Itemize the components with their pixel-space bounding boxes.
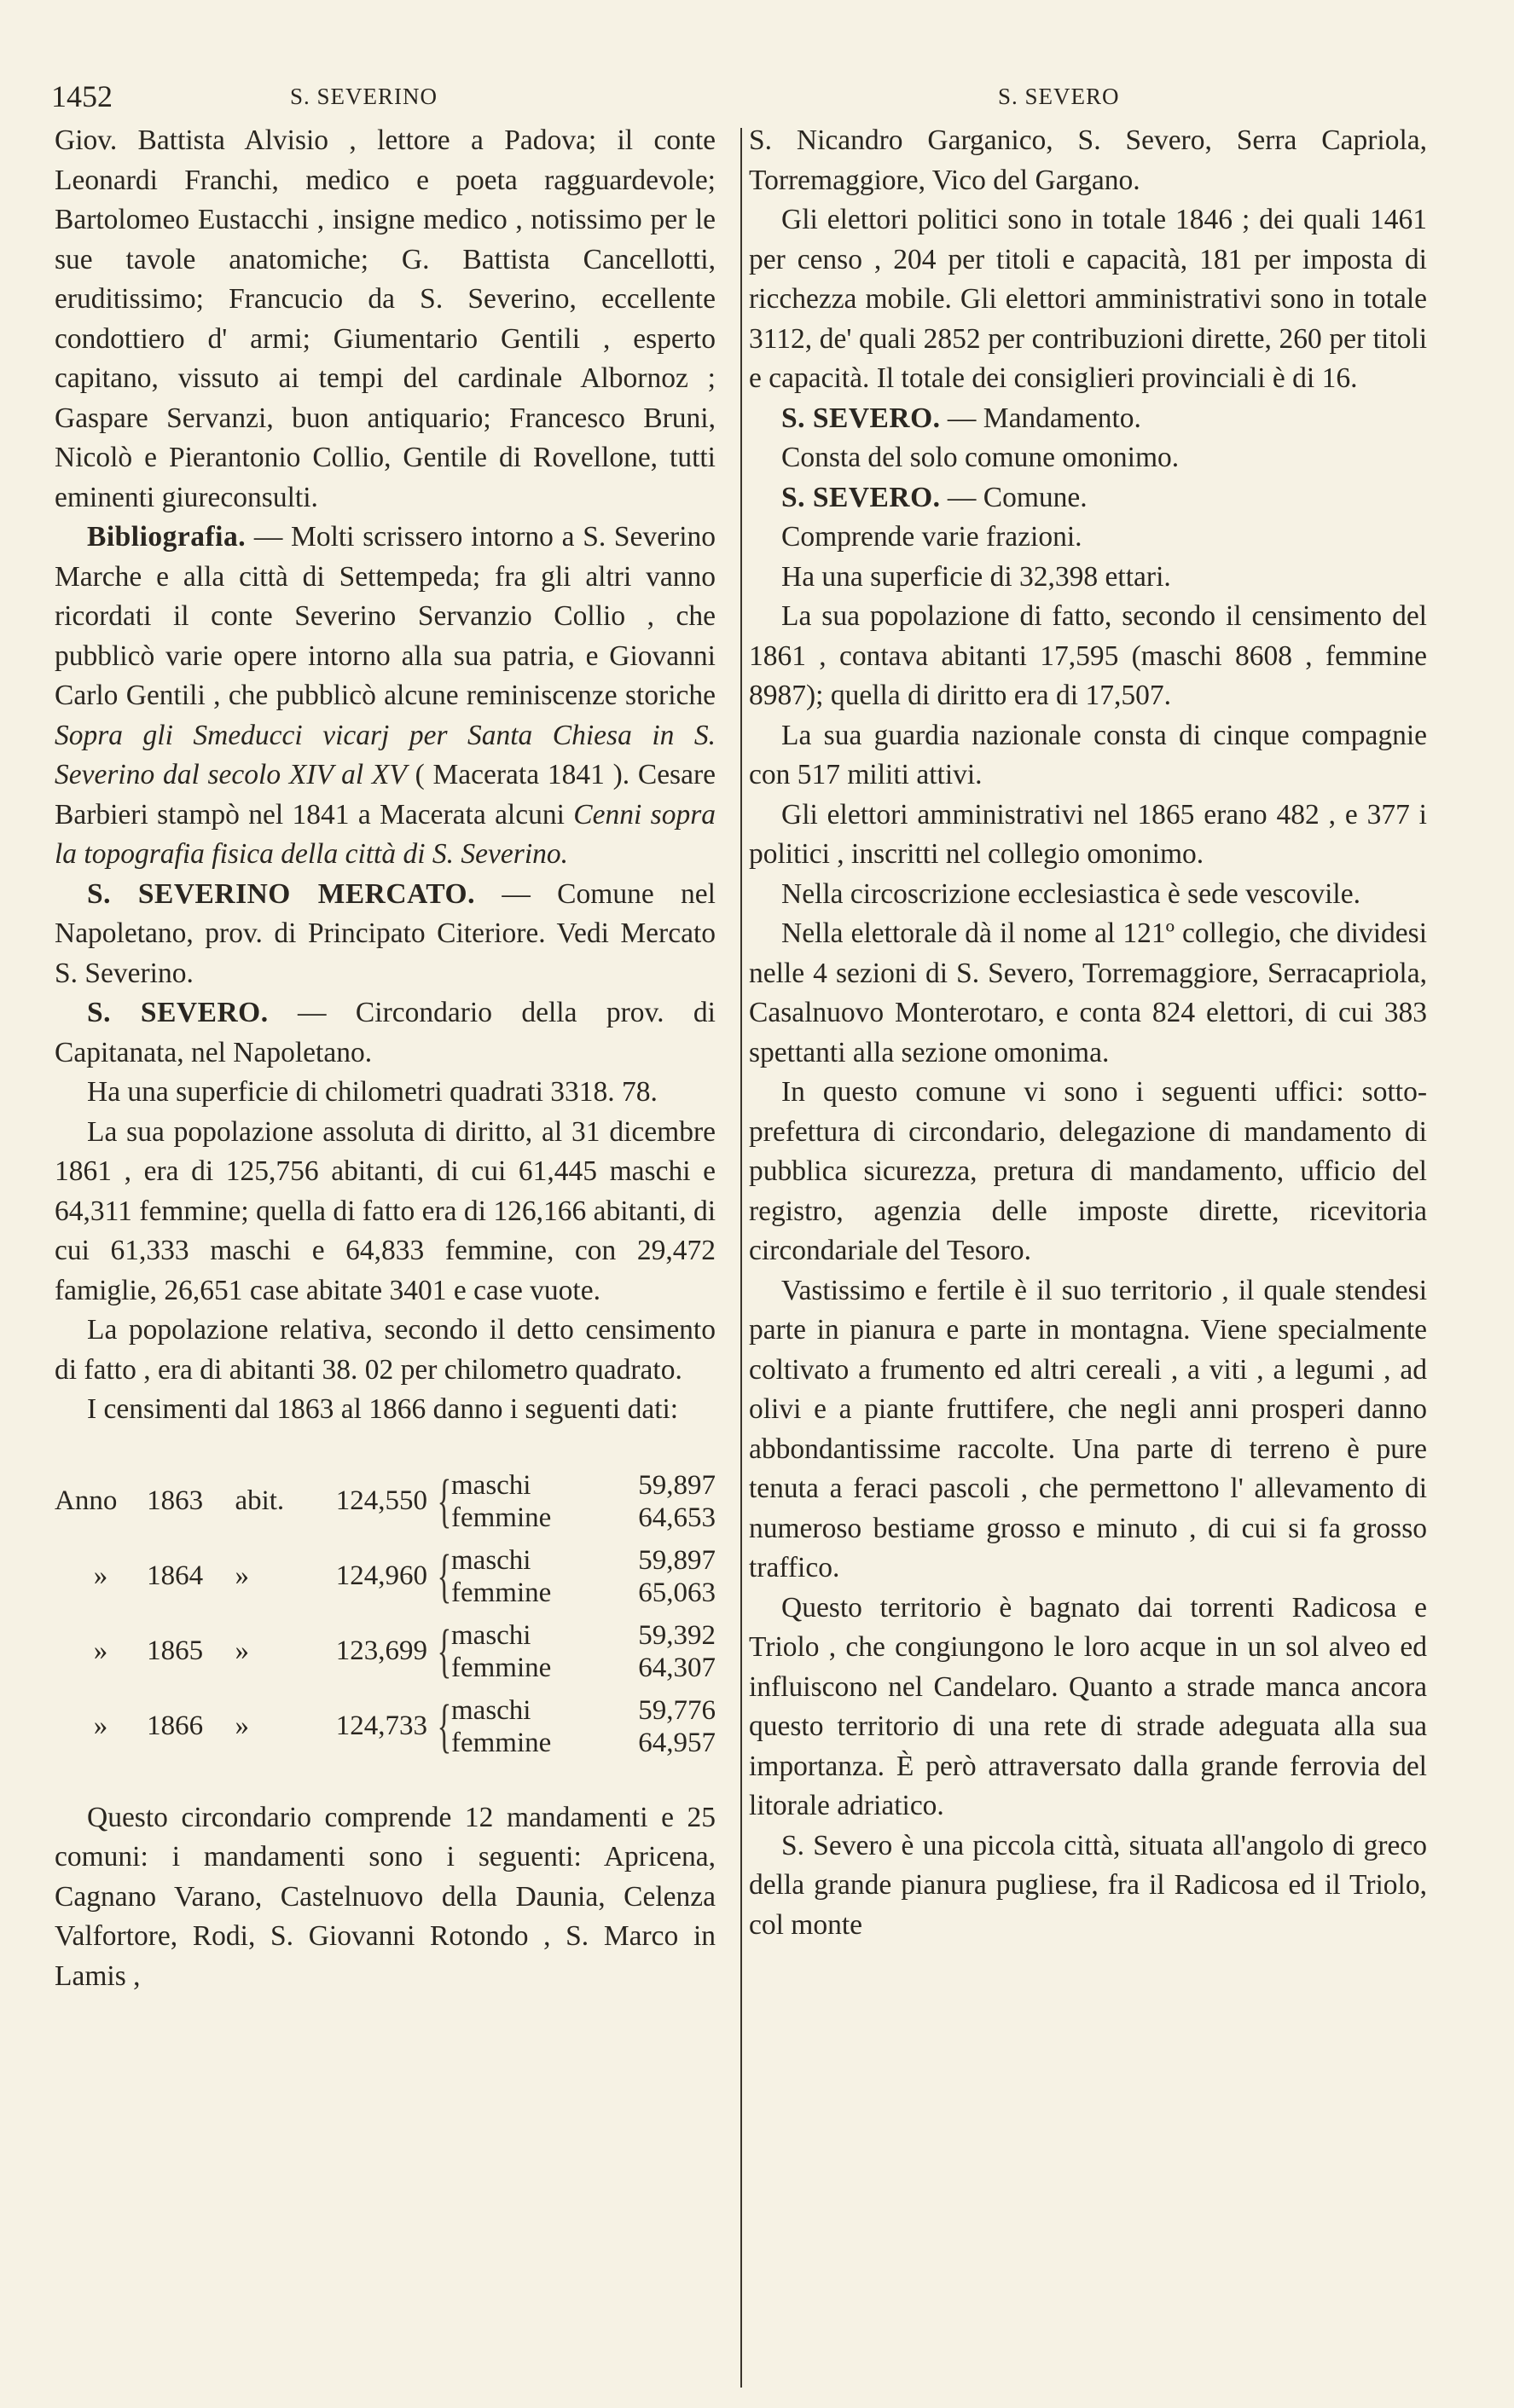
paragraph: La sua popolazione assoluta di diritto, al 31 dicembre 1861 , era di 125,756 abitanti, di cui 61,445 maschi e 64,311 femmine; quella di fatto era di 126,166 abitanti, di cui 61,333 maschi e 64,833 femmine, con 29,472 famiglie, 26,651 case abitate 3401 e case vuote. (55, 1115, 716, 1306)
brace-icon: { (437, 1618, 452, 1684)
paragraph: S. Nicandro Garganico, S. Severo, Serra Capriola, Torremaggiore, Vico del Gargano. (749, 124, 1427, 196)
right-column (749, 121, 1427, 1945)
paragraph: Nella circoscrizione ecclesiastica è sede vescovile. (781, 877, 1360, 910)
paragraph: In questo comune vi sono i seguenti uffici: sotto-prefettura di circondario, delegazione di mandamento di pubblica sicurezza, pretura di mandamento, ufficio del registro, agenzia delle imposte dirette, ricevitoria circondariale del Tesoro. (749, 1076, 1427, 1266)
paragraph-bibliografia: Bibliografia. — Molti scrissero intorno a S. Severino Marche e alla città di Settempeda; fra gli altri vanno ricordati il conte Severino Servanzio Collio , che pubblicò varie opere intorno alla sua patria, e Giovanni Carlo Gentili , che pubblicò alcune reminiscenze storiche Sopra gli Smeducci vicarj per Santa Chiesa in S. Severino dal secolo XIV al XV ( Macerata 1841 ). Cesare Barbieri stampò nel 1841 a Macerata alcuni Cenni sopra la topografia fisica della città di S. Severino. (55, 521, 716, 870)
paragraph: Gli elettori amministrativi nel 1865 erano 482 , e 377 i politici , inscritti nel collegio omonimo. (749, 798, 1427, 870)
paragraph: Comprende varie frazioni. (781, 521, 1082, 553)
census-row: » 1865 » 123,699 { maschi 59,392 femmine 64,307 (93, 1618, 716, 1684)
paragraph: La sua guardia nazionale consta di cinque compagnie con 517 militi attivi. (749, 719, 1427, 790)
running-title-left: S. SEVERINO (290, 84, 438, 109)
brace-icon: { (437, 1693, 452, 1759)
paragraph: Vastissimo e fertile è il suo territorio , il quale stendesi parte in pianura e parte in montagna. Viene specialmente coltivato a frumento ed altri cereali , a viti , a legumi , ad olivi e a piante fruttifere, che negli anni prosperi danno abbondantissime raccolte. Una parte di terreno è pure tenuta a feraci pascoli , che permettono l' allevamento di numeroso bestiame grosso e minuto , di cui si fa grosso traffico. (749, 1274, 1427, 1583)
paragraph: La sua popolazione di fatto, secondo il censimento del 1861 , contava abitanti 17,595 (maschi 8608 , femmine 8987); quella di diritto era di 17,507. (749, 600, 1427, 711)
paragraph: Questo circondario comprende 12 mandamenti e 25 comuni: i mandamenti sono i seguenti: Apricena, Cagnano Varano, Castelnuovo della Daunia, Celenza Valfortore, Rodi, S. Giovanni Rotondo , S. Marco in Lamis , (55, 1801, 716, 1992)
census-table (55, 1464, 716, 1764)
entry-heading: S. SEVERO. (781, 481, 941, 513)
entry-s-severino-mercato: S. SEVERINO MERCATO. — Comune nel Napoletano, prov. di Principato Citeriore. Vedi Mercato S. Severino. (55, 877, 716, 989)
book-title: Sopra gli Smeducci vicarj per Santa Chiesa in S. Severino dal secolo XIV al XV (55, 719, 716, 790)
entry-s-severo-comune: S. SEVERO. — Comune. (781, 481, 1088, 513)
paragraph: Consta del solo comune omonimo. (781, 442, 1180, 473)
page-header (51, 78, 1463, 121)
paragraph: Gli elettori politici sono in totale 1846 ; dei quali 1461 per censo , 204 per titoli e capacità, 181 per imposta di ricchezza mobile. Gli elettori amministrativi sono in totale 3112, de' quali 2852 per contribuzioni dirette, 260 per titoli e capacità. Il totale dei consiglieri provinciali è di 16. (749, 204, 1427, 394)
entry-heading: S. SEVERINO MERCATO. (87, 877, 475, 910)
brace-icon: { (437, 1467, 452, 1534)
entry-heading: S. SEVERO. (87, 997, 269, 1028)
paragraph: S. Severo è una piccola città, situata all'angolo di greco della grande pianura pugliese, fra il Radicosa ed il Triolo, col monte (749, 1829, 1427, 1941)
paragraph: Questo territorio è bagnato dai torrenti Radicosa e Triolo , che congiungono le loro acque in un sol alveo ed influiscono nel Candelaro. Quanto a strade manca ancora questo territorio di una rete di strade adeguata alla sua importanza. È però attraversato dalla grande ferrovia del litorale adriatico. (749, 1591, 1427, 1821)
paragraph: Nella elettorale dà il nome al 121º collegio, che dividesi nelle 4 sezioni di S. Severo, Torremaggiore, Serracapriola, Casalnuovo Monterotaro, e conta 824 elettori, di cui 383 spettanti alla sezione omonima. (749, 917, 1427, 1068)
paragraph: Giov. Battista Alvisio , lettore a Padova; il conte Leonardi Franchi, medico e poeta ragguardevole; Bartolomeo Eustacchi , insigne medico , notissimo per le sue tavole anatomiche; G. Battista Cancellotti, eruditissimo; Francucio da S. Severino, eccellente condottiero d' armi; Giumentario Gentili , esperto capitano, vissuto ai tempi del cardinale Albornoz ; Gaspare Servanzi, buon antiquario; Francesco Bruni, Nicolò e Pierantonio Collio, Gentile di Rovellone, tutti eminenti giureconsulti. (55, 124, 716, 513)
column-divider (740, 128, 742, 2388)
entry-heading: S. SEVERO. (781, 402, 941, 434)
entry-s-severo-circondario: S. SEVERO. — Circondario della prov. di Capitanata, nel Napoletano. (55, 997, 716, 1068)
entry-s-severo-mandamento: S. SEVERO. — Mandamento. (781, 402, 1141, 434)
page-number: 1452 (51, 79, 113, 113)
paragraph: Ha una superficie di chilometri quadrati 3318. 78. (87, 1076, 658, 1108)
census-row: Anno 1863 abit. 124,550 { maschi 59,897 femmine 64,653 (55, 1467, 716, 1534)
paragraph: La popolazione relativa, secondo il detto censimento di fatto , era di abitanti 38. 02 per chilometro quadrato. (55, 1314, 716, 1386)
book-title: Cenni sopra la topografia fisica della città di S. Severino. (55, 798, 716, 870)
brace-icon: { (437, 1543, 452, 1609)
left-column (55, 121, 716, 1996)
census-row: » 1866 » 124,733 { maschi 59,776 femmine 64,957 (93, 1693, 716, 1759)
census-row: » 1864 » 124,960 { maschi 59,897 femmine 65,063 (93, 1543, 716, 1609)
section-heading: Bibliografia. (87, 521, 247, 553)
running-title-right: S. SEVERO (998, 84, 1120, 109)
paragraph: Ha una superficie di 32,398 ettari. (781, 560, 1171, 593)
paragraph: I censimenti dal 1863 al 1866 danno i seguenti dati: (87, 1393, 679, 1425)
